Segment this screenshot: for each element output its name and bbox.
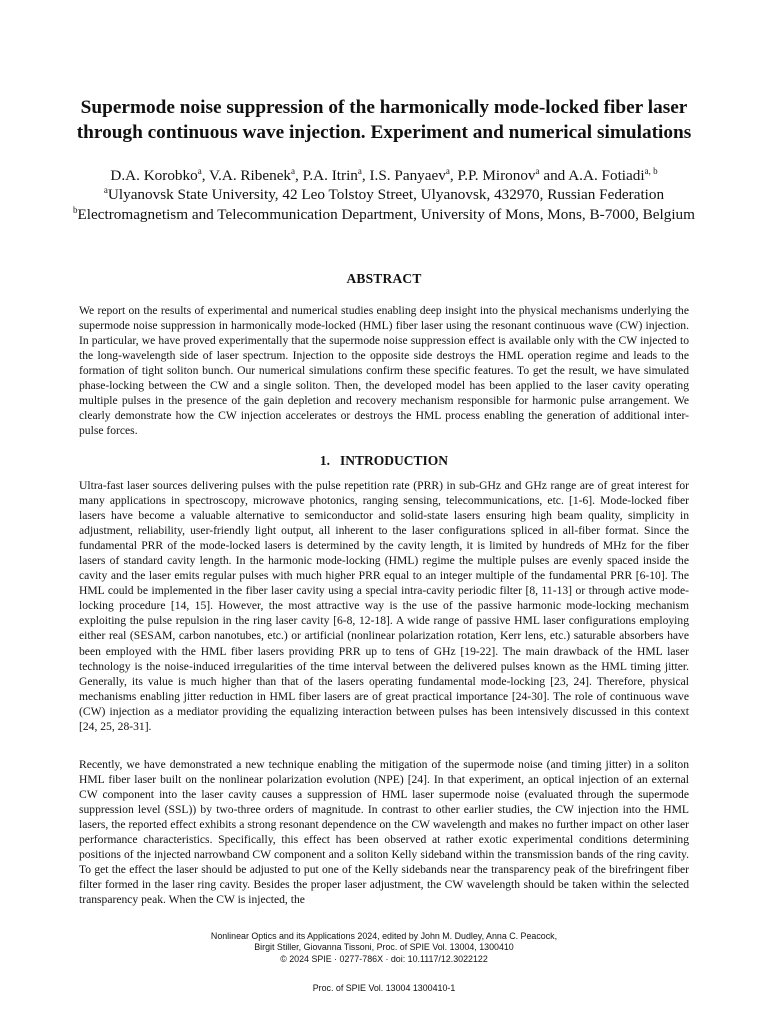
author-affiliation-mark: a <box>291 165 296 176</box>
author-list <box>60 166 708 186</box>
author-separator: , <box>361 167 370 184</box>
footer-line: Birgit Stiller, Giovanna Tissoni, Proc. of SPIE Vol. 13004, 1300410 <box>254 942 514 953</box>
introduction-paragraph-2: Recently, we have demonstrated a new technique enabling the mitigation of the supermode noise (and timing jitter) in a soliton HML fiber laser built on the nonlinear polarization evolution (NPE) [24]. In that experiment, an optical injection of an external CW component into the laser cavity causes a suppression of HML laser supermode noise (evaluated through the supermode suppression level (SSL)) by two-three orders of magnitude. In contrast to other earlier studies, the CW injection into the HML lasers, the reported effect exhibits a strong resonant dependence on the CW wavelength and makes no further impact on other laser performance characteristics. Specifically, this effect has been observed at rather exotic experimental conditions determining positions of the injected narrowband CW component and a soliton Kelly sideband within the transmission bands of the ring cavity. To get the effect the laser should be adjusted to put one of the Kelly sidebands near the transparency peak of the birefringent fiber filter formed in the laser ring cavity. Besides the proper laser adjustment, the CW wavelength should be taken within the selected transparency peak. When the CW is injected, the <box>79 758 689 907</box>
affiliation-a <box>60 185 708 205</box>
author-name: P.A. Itrin <box>302 167 358 184</box>
section-heading-introduction <box>0 453 768 469</box>
author-name: P.P. Mironov <box>457 167 536 184</box>
proceedings-footer <box>0 931 768 965</box>
author-separator: , <box>295 167 303 184</box>
affiliation-text: Electromagnetism and Telecommunication Department, University of Mons, Mons, B-7000, Belgium <box>77 206 695 223</box>
author-separator: , <box>449 167 458 184</box>
author-affiliation-mark: a <box>445 165 450 176</box>
author-name: I.S. Panyaev <box>369 167 446 184</box>
footer-line: Nonlinear Optics and its Applications 2024, edited by John M. Dudley, Anna C. Peacock, <box>210 931 558 941</box>
author-name: D.A. Korobko <box>110 167 198 184</box>
section-title: INTRODUCTION <box>340 453 449 468</box>
affiliation-mark: a <box>103 184 108 195</box>
author-affiliation-mark: a <box>535 165 540 176</box>
author-affiliation-mark: a <box>197 165 202 176</box>
affiliation-b <box>60 205 708 225</box>
page-number: Proc. of SPIE Vol. 13004 1300410-1 <box>312 983 456 993</box>
author-affiliation-mark: a <box>357 165 362 176</box>
affiliation-text: Ulyanovsk State University, 42 Leo Tolstoy Street, Ulyanovsk, 432970, Russian Federation <box>107 186 665 203</box>
introduction-paragraph-1: Ultra-fast laser sources delivering pulses with the pulse repetition rate (PRR) in sub-GHz and GHz range are of great interest for many applications in spectroscopy, microwave photonics, ranging sensing, telecommunications, etc. [1-6]. Mode-locked fiber lasers have become a valuable alternative to semiconductor and solid-state lasers ensuring high beam quality, simplicity in adjustment, reliability, user-friendly light output, all inherent to the laser configurations spliced in all-fiber format. Since the fundamental PRR of the mode-locked lasers is determined by the cavity length, it is limited by hundreds of MHz for the fiber lasers of standard cavity length. In the harmonic mode-locking (HML) regime the multiple pulses are evenly spaced inside the cavity and the laser emits regular pulses with much higher PRR equal to an integer multiple of the fundamental PRR [6-10]. The HML could be implemented in the fiber laser cavity using a special intra-cavity periodic filter [8, 11-13] or through active mode-locking procedure [14, 15]. However, the most attractive way is the use of the passive harmonic mode-locking mechanism exploiting the pulse repulsion in the ring laser cavity [6-8, 12-18]. A wide range of passive HML laser configurations employing either real (SESAM, carbon nanotubes, etc.) or artificial (nonlinear polarization rotation, Kerr lens, etc.) saturable absorbers have been employed with the HML fiber lasers providing PRR up to tens of GHz [19-22]. The main drawback of the HML laser technology is the noise-induced irregularities of the time interval between the delivered pulses known as the HML timing jitter. Generally, its value is much higher than that of the lasers operating fundamental mode-locking [23, 24]. Therefore, physical mechanisms enabling jitter reduction in HML fiber lasers are of great practical importance [24-30]. The role of continuous wave (CW) injection as a mediator providing the equalizing interaction between pulses has been intensively discussed in this context [24, 25, 28-31]. <box>79 479 689 733</box>
affiliation-mark: b <box>73 204 78 215</box>
author-name: V.A. Ribenek <box>209 167 292 184</box>
abstract-text: We report on the results of experimental and numerical studies enabling deep insight into the physical mechanisms underlying the supermode noise suppression in harmonically mode-locked (HML) fiber laser using the resonant continuous wave (CW) injection. In particular, we have proved experimentally that the supermode noise suppression effect is available only with the CW injected to the long-wavelength side of laser spectrum. Injection to the opposite side destroys the HML operation regime and leads to the formation of tight soliton bunch. Our numerical simulations confirm these specific features. To get the result, we have simulated phase-locking between the CW and a single soliton. Then, the developed model has been applied to the laser cavity operating multiple pulses in the presence of the gain depletion and recovery mechanism responsible for harmonic pulse arrangement. We clearly demonstrate how the CW injection accelerates or destroys the HML process enabling the generation of additional inter-pulse forces. <box>79 304 689 438</box>
author-separator: and <box>539 167 569 184</box>
section-number: 1. <box>319 453 331 468</box>
author-separator: , <box>201 167 210 184</box>
author-name: A.A. Fotiadi <box>568 167 645 184</box>
footer-line: © 2024 SPIE · 0277-786X · doi: 10.1117/12.3022122 <box>280 953 488 964</box>
author-affiliation-mark: a, b <box>644 165 658 176</box>
paper-title: Supermode noise suppression of the harmonically mode-locked fiber laser through continuous wave injection. Experiment and numerical simulations <box>76 97 692 143</box>
abstract-heading: ABSTRACT <box>346 271 422 286</box>
